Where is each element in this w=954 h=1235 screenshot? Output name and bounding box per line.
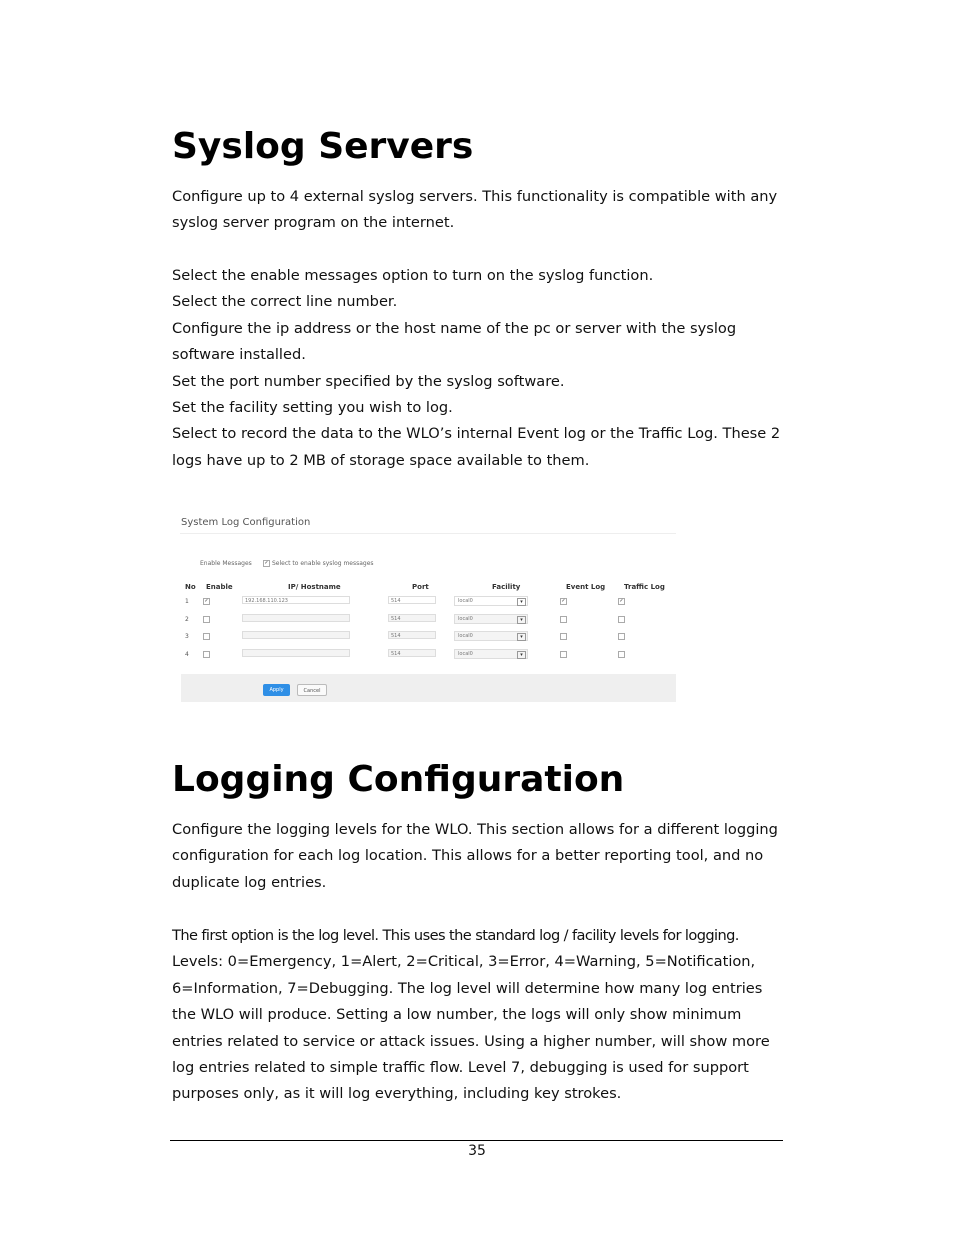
hostname-input[interactable] (242, 631, 350, 639)
row-number: 2 (185, 616, 189, 623)
traffic-log-checkbox[interactable]: ✓ (619, 598, 624, 604)
logging-intro-paragraph (172, 817, 787, 896)
enable-messages-hint: Select to enable syslog messages (272, 560, 374, 567)
facility-value: local0 (458, 616, 473, 622)
row-number: 1 (185, 598, 189, 605)
syslog-intro-paragraph (172, 184, 787, 237)
traffic-log-checkbox[interactable] (618, 616, 625, 623)
column-header-traffic-log: Traffic Log (624, 583, 665, 591)
port-input[interactable]: 514 (388, 649, 436, 657)
facility-value: local0 (458, 633, 473, 639)
row-enable-checkbox[interactable]: ✓ (204, 598, 209, 604)
text-line: logs have up to 2 MB of storage space available to them. (172, 451, 590, 469)
traffic-log-checkbox[interactable] (618, 651, 625, 658)
text-line: log entries related to simple traffic flow. Level 7, debugging is used for support (172, 1058, 749, 1076)
text-line: purposes only, as it will log everything, including key strokes. (172, 1085, 622, 1103)
button-bar (181, 674, 676, 702)
log-level-paragraph (172, 923, 787, 1108)
text-line: Select to record the data to the WLO’s internal Event log or the Traffic Log. These 2 (172, 425, 781, 443)
facility-select[interactable] (454, 596, 528, 606)
text-line: duplicate log entries. (172, 873, 327, 891)
text-line: entries related to service or attack issues. Using a higher number, will show more (172, 1032, 770, 1050)
page-number: 35 (468, 1143, 486, 1159)
port-input[interactable]: 514 (388, 614, 436, 622)
facility-value: local0 (458, 598, 473, 604)
chevron-down-icon: ▾ (517, 633, 526, 641)
facility-select[interactable] (454, 614, 528, 624)
footer-divider (170, 1140, 783, 1141)
facility-select[interactable] (454, 631, 528, 641)
event-log-checkbox[interactable] (560, 651, 567, 658)
text-line: syslog server program on the internet. (172, 214, 455, 232)
column-header-port: Port (412, 583, 429, 591)
text-line: Configure up to 4 external syslog servers. This functionality is compatible with any (172, 188, 778, 205)
event-log-checkbox[interactable] (560, 616, 567, 623)
text-line: 6=Information, 7=Debugging. The log level will determine how many log entries (172, 979, 763, 997)
chevron-down-icon: ▾ (517, 598, 526, 606)
row-enable-checkbox[interactable] (203, 651, 210, 658)
chevron-down-icon: ▾ (517, 616, 526, 624)
apply-button[interactable]: Apply (263, 684, 290, 696)
hostname-input[interactable]: 192.168.110.123 (242, 596, 350, 604)
divider (180, 533, 676, 534)
text-line: software installed. (172, 346, 306, 364)
event-log-checkbox[interactable]: ✓ (561, 598, 566, 604)
column-header-enable: Enable (206, 583, 233, 591)
event-log-checkbox[interactable] (560, 633, 567, 640)
hostname-input[interactable] (242, 614, 350, 622)
text-line: the WLO will produce. Setting a low number, the logs will only show minimum (172, 1006, 742, 1024)
text-line: The first option is the log level. This uses the standard log / facility levels for logging. (172, 927, 739, 944)
row-enable-checkbox[interactable] (203, 633, 210, 640)
hostname-input[interactable] (242, 649, 350, 657)
row-number: 3 (185, 633, 189, 640)
enable-messages-checkbox[interactable]: ✓ (264, 560, 269, 566)
text-line: Configure the ip address or the host name of the pc or server with the syslog (172, 319, 737, 337)
row-enable-checkbox[interactable] (203, 616, 210, 623)
column-header-event-log: Event Log (566, 583, 606, 591)
column-header-hostname: IP/ Hostname (288, 583, 341, 591)
text-line: Select the enable messages option to turn on the syslog function. (172, 267, 654, 284)
traffic-log-checkbox[interactable] (618, 633, 625, 640)
port-input[interactable]: 514 (388, 631, 436, 639)
chevron-down-icon: ▾ (517, 651, 526, 659)
text-line: Set the facility setting you wish to log. (172, 398, 453, 416)
facility-value: local0 (458, 651, 473, 657)
screenshot-title: System Log Configuration (181, 517, 311, 528)
text-line: configuration for each log location. This allows for a better reporting tool, and no (172, 847, 764, 865)
row-number: 4 (185, 651, 189, 658)
cancel-button[interactable]: Cancel (297, 684, 327, 696)
syslog-steps-paragraph (172, 263, 787, 474)
text-line: Select the correct line number. (172, 293, 398, 311)
facility-select[interactable] (454, 649, 528, 659)
section-heading-logging-configuration: Logging Configuration (172, 759, 625, 800)
text-line: Set the port number specified by the syslog software. (172, 372, 565, 390)
column-header-no: No (185, 583, 196, 591)
section-heading-syslog-servers: Syslog Servers (172, 126, 474, 167)
system-log-configuration-screenshot (172, 509, 676, 703)
column-header-facility: Facility (492, 583, 521, 591)
text-line: Levels: 0=Emergency, 1=Alert, 2=Critical, 3=Error, 4=Warning, 5=Notification, (172, 953, 756, 971)
port-input[interactable]: 514 (388, 596, 436, 604)
text-line: Configure the logging levels for the WLO. This section allows for a different logging (172, 821, 778, 838)
enable-messages-label: Enable Messages (200, 560, 252, 567)
